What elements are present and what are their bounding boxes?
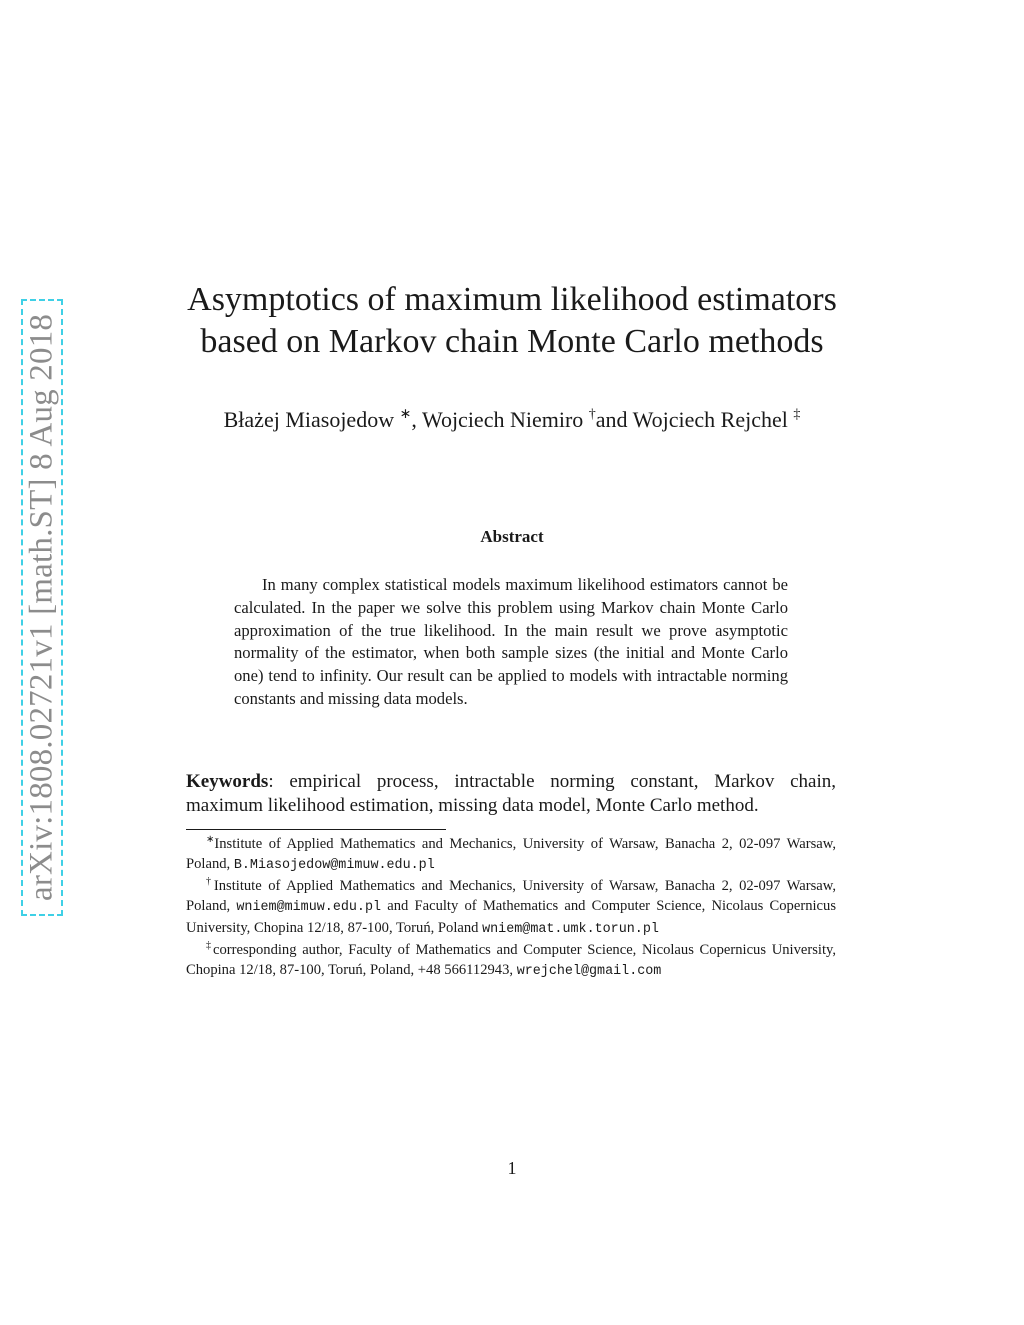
author-separator: , [411, 407, 422, 432]
abstract-body: In many complex statistical models maximum likelihood estimators cannot be calculated. In the paper we solve this problem using Markov chain Monte Carlo approximation of the true likelihood. In the main result we prove asymptotic normality of the estimator, when both sample sizes (the initial and Monte Carlo one) tend to infinity. Our result can be applied to models with intractable norming constants and missing data models. [234, 575, 788, 708]
author-footnote-mark: † [588, 407, 596, 422]
title-line-2: based on Markov chain Monte Carlo methods [200, 323, 824, 360]
keywords-text: : empirical process, intractable norming constant, Markov chain, maximum likelihood estimation, missing data model, Monte Carlo method. [186, 771, 836, 816]
footnote [186, 940, 836, 982]
arxiv-identifier: arXiv:1808.02721v1 [math.ST] 8 Aug 2018 [23, 313, 60, 902]
footnote-text: Institute of Applied Mathematics and Mechanics, University of Warsaw, Banacha 2, 02-097 Warsaw, Poland, [186, 836, 836, 872]
title-line-1: Asymptotics of maximum likelihood estimators [187, 281, 837, 318]
page-number: 1 [507, 1158, 517, 1178]
author-list [150, 405, 874, 435]
email-link[interactable]: wniem@mat.umk.torun.pl [482, 922, 659, 937]
author-footnote-mark: ∗ [399, 407, 412, 422]
footnote-text: and Faculty of Mathematics and Computer Science, Nicolaus Copernicus University, Chopina 12/18, 87-100, Toruń, Poland [186, 898, 836, 936]
email-link[interactable]: wrejchel@gmail.com [516, 964, 662, 979]
author-footnote-mark: ‡ [793, 407, 801, 422]
email-link[interactable]: wniem@mimuw.edu.pl [236, 900, 382, 915]
footnote-mark: † [206, 876, 214, 887]
footnotes [186, 834, 836, 982]
footnote-text: corresponding author, Faculty of Mathematics and Computer Science, Nicolaus Copernicus University, Chopina 12/18, 87-100, Toruń, Poland, +48 566112943, [186, 942, 837, 978]
author-name: Wojciech Rejchel [632, 407, 794, 432]
keywords-label: Keywords [186, 771, 269, 792]
author-name: Wojciech Niemiro [421, 407, 589, 432]
footnote-mark: ∗ [206, 834, 215, 845]
paper-title [150, 279, 874, 363]
footnote [186, 876, 836, 940]
email-link[interactable]: B.Miasojedow@mimuw.edu.pl [233, 858, 435, 873]
footnote-divider [186, 829, 446, 830]
author-name: Błażej Miasojedow [223, 407, 400, 432]
keywords-section [186, 770, 836, 818]
author-separator: and [595, 407, 633, 432]
footnote [186, 834, 836, 876]
footnote-text: Institute of Applied Mathematics and Mechanics, University of Warsaw, Banacha 2, 02-097 Warsaw, Poland, [186, 878, 837, 914]
footnote-mark: ‡ [206, 940, 214, 951]
abstract-heading: Abstract [480, 527, 544, 546]
